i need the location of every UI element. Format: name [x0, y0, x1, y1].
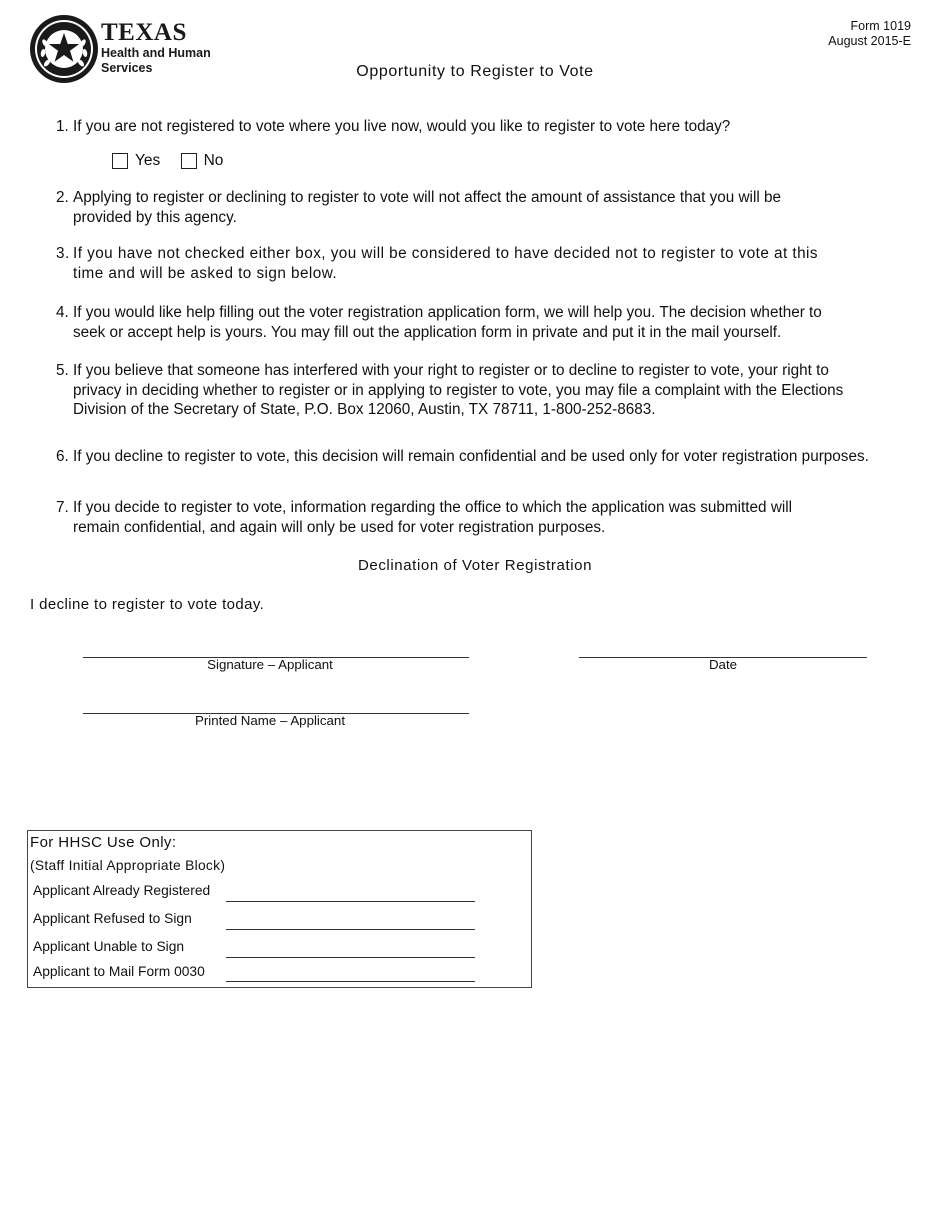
statement-item-2: 2. Applying to register or declining to register to vote will not affect the amount of assistance that you will be provided by this agency.	[56, 189, 782, 226]
date-label: Date	[708, 657, 738, 672]
statement-item-5: 5. If you believe that someone has interfered with your right to register or to decline to register to vote, your right to privacy in deciding whether to register or in applying to register to vote, you may file a complaint with the Elections Division of the Secretary of State, P.O. Box 12060, Austin, TX 78711, 1-800-252-8683.	[56, 362, 844, 418]
no-label: No	[203, 152, 224, 169]
no-option[interactable]	[181, 152, 224, 170]
statement-item-6: 6. If you decline to register to vote, this decision will remain confidential and be used only for voter registration purposes.	[56, 448, 869, 465]
yes-option[interactable]	[112, 152, 160, 170]
hhsc-row-label: Applicant Refused to Sign	[33, 911, 192, 926]
printed-name-label: Printed Name – Applicant	[194, 713, 346, 728]
decline-statement: I decline to register to vote today.	[30, 596, 265, 613]
page-title: Opportunity to Register to Vote	[356, 63, 594, 80]
hhsc-title: For HHSC Use Only:	[30, 834, 177, 851]
yes-label: Yes	[135, 152, 161, 169]
declination-heading: Declination of Voter Registration	[357, 557, 593, 574]
signature-label: Signature – Applicant	[207, 657, 333, 672]
initial-line-already-registered[interactable]	[226, 901, 475, 902]
initial-line-refused-to-sign[interactable]	[226, 929, 475, 930]
statement-item-3: 3. If you have not checked either box, you will be considered to have decided not to register to vote at this time and will be asked to sign below.	[56, 245, 818, 282]
initial-line-unable-to-sign[interactable]	[226, 957, 475, 958]
yes-checkbox[interactable]	[112, 153, 128, 169]
form-date: August 2015-E	[828, 34, 911, 48]
hhsc-subtitle: (Staff Initial Appropriate Block)	[30, 858, 226, 873]
logo-word: TEXAS	[101, 19, 187, 46]
no-checkbox[interactable]	[181, 153, 197, 169]
statement-item-4: 4. If you would like help filling out the voter registration application form, we will help you. The decision whether to seek or accept help is yours. You may fill out the application form in private and put it in the mail yourself.	[56, 304, 822, 341]
form-meta	[828, 19, 911, 49]
hhsc-row-label: Applicant Unable to Sign	[33, 939, 185, 954]
logo-subline-2: Services	[101, 61, 153, 75]
initial-line-mail-form[interactable]	[226, 981, 475, 982]
register-choice	[112, 152, 239, 174]
logo-subline-1: Health and Human	[101, 46, 211, 60]
question-item-1: 1. If you are not registered to vote where you live now, would you like to register to vote here today?	[56, 118, 731, 135]
statement-item-7: 7. If you decide to register to vote, information regarding the office to which the application was submitted will remain confidential, and again will only be used for voter registration purposes.	[56, 499, 793, 536]
hhsc-row-label: Applicant Already Registered	[33, 883, 211, 898]
form-number: Form 1019	[850, 19, 911, 33]
hhsc-row-label: Applicant to Mail Form 0030	[33, 964, 205, 979]
